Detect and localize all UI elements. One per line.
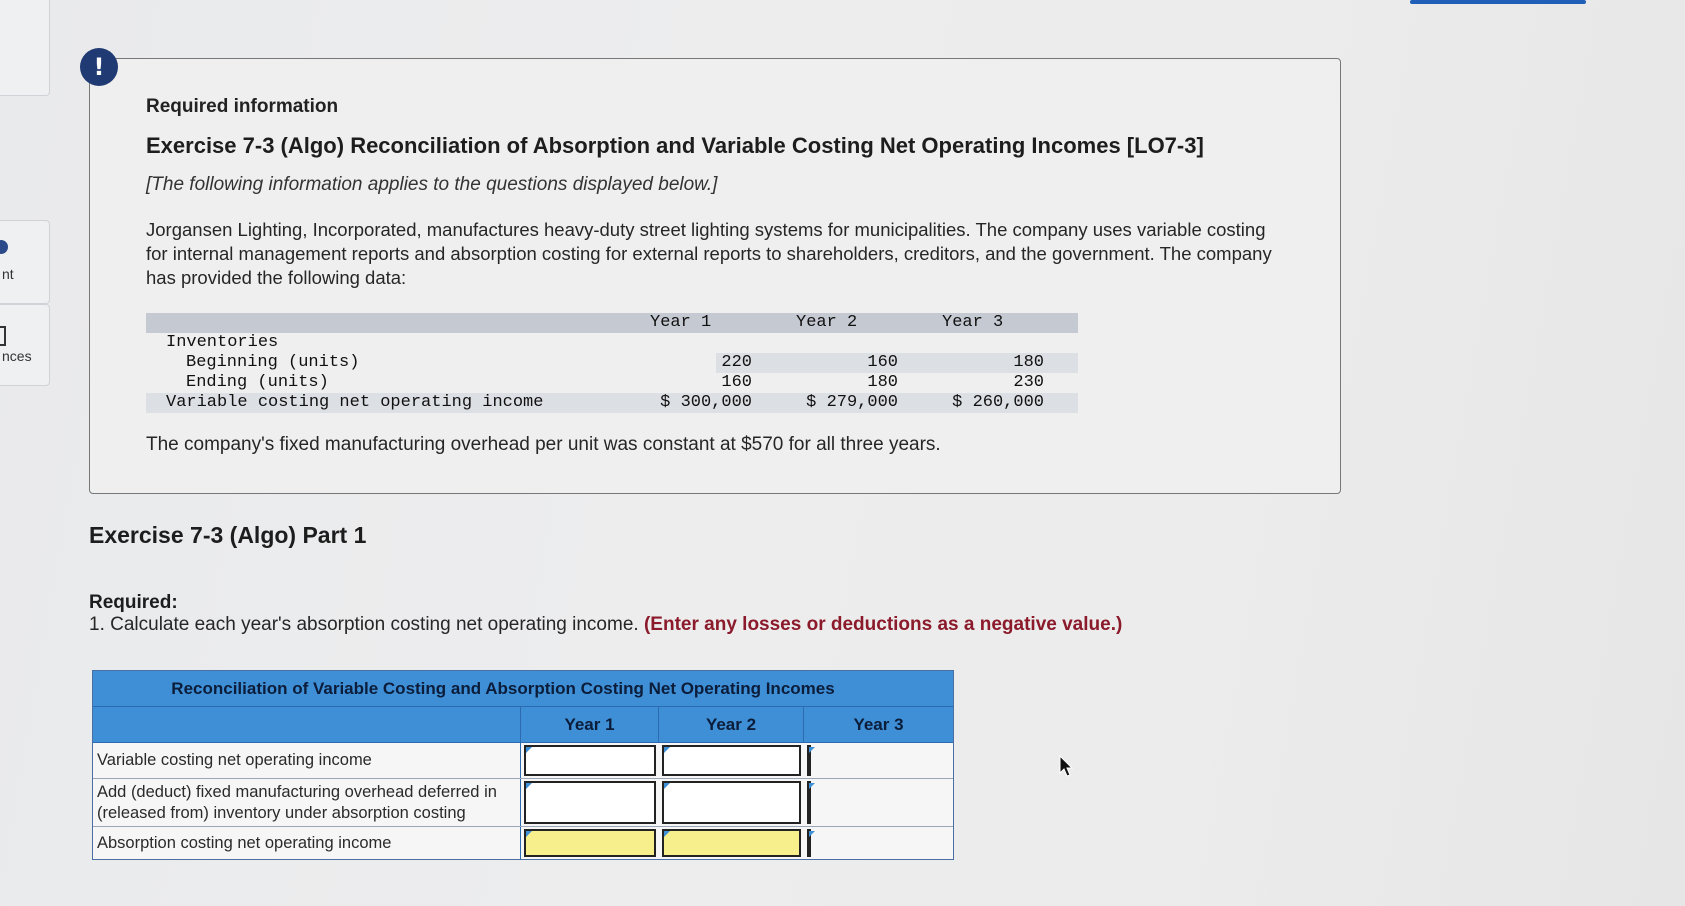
cell-value: $ 279,000 [806,393,898,412]
year-2-overhead-adjustment-input[interactable] [662,781,801,824]
row-label: Add (deduct) fixed manufacturing overhead deferred in (released from) inventory under absorption costing [93,779,521,826]
table-row [93,827,953,859]
column-header: Year 2 [796,313,858,332]
sidebar-card[interactable] [0,304,50,386]
instruction [89,614,1122,636]
table-title-text: Reconciliation of Variable Costing and Absorption Costing Net Operating Incomes [171,678,835,698]
exercise-title: Exercise 7-3 (Algo) Reconciliation of Absorption and Variable Costing Net Operating Incomes [LO7-3] [146,133,1204,158]
row-label: Variable costing net operating income [93,743,521,778]
year-3-absorption-noi-input[interactable] [807,829,811,857]
reconciliation-body [93,743,953,859]
row-label: Beginning (units) [186,353,360,372]
sidebar-card[interactable] [0,0,50,96]
row-label: Variable costing net operating income [166,393,544,412]
data-row [146,373,1078,393]
cell-value: $ 260,000 [952,393,1044,412]
cell-value: 220 [721,353,752,372]
part-title: Exercise 7-3 (Algo) Part 1 [89,522,367,548]
cell-value: 180 [1013,353,1044,372]
applies-note: [The following information applies to the questions displayed below.] [146,174,718,195]
header-blank [93,707,521,742]
required-info-heading: Required information [146,96,339,117]
cell-value: 230 [1013,373,1044,392]
given-data-table [146,313,1078,413]
year-3-overhead-adjustment-input[interactable] [807,781,811,824]
reconciliation-table-title [93,671,953,707]
sidebar-label: nces [2,348,32,364]
column-header-year-1: Year 1 [521,707,659,742]
sidebar-label: nt [2,266,14,282]
cell-value: 160 [867,353,898,372]
year-2-absorption-noi-input[interactable] [662,829,801,857]
alert-icon: ! [80,48,118,86]
year-1-variable-noi-input[interactable] [524,745,656,776]
problem-description: Jorgansen Lighting, Incorporated, manufactures heavy-duty street lighting systems for municipalities. The company uses variable costing for internal management reports and absorption costing for external reports to shareholders, creditors, and the government. The company has provided the following data: [146,219,1272,288]
left-sidebar [0,0,50,906]
sidebar-bracket-icon [0,326,6,346]
reconciliation-table [92,670,954,860]
instruction-text: 1. Calculate each year's absorption costing net operating income. [89,614,639,635]
sidebar-card[interactable] [0,220,50,304]
data-row-section [146,333,1078,353]
column-header-year-3: Year 3 [853,714,904,734]
table-row [93,743,953,779]
data-row [146,393,1078,413]
top-accent-bar [1410,0,1586,4]
column-header: Year 1 [650,313,712,332]
reconciliation-header-row [93,707,953,743]
mouse-cursor-icon [1059,755,1075,779]
fixed-overhead-note: The company's fixed manufacturing overhead per unit was constant at $570 for all three years. [146,434,941,455]
column-header: Year 3 [942,313,1004,332]
row-label: Ending (units) [186,373,329,392]
data-row [146,353,1078,373]
row-label: Absorption costing net operating income [93,827,521,859]
table-row [93,779,953,827]
year-3-variable-noi-input[interactable] [807,745,811,776]
year-2-variable-noi-input[interactable] [662,745,801,776]
cell-value: 160 [721,373,752,392]
row-label: Inventories [166,333,279,352]
year-1-overhead-adjustment-input[interactable] [524,781,656,824]
cell-value: 180 [867,373,898,392]
required-label: Required: [89,592,178,613]
instruction-highlight: (Enter any losses or deductions as a negative value.) [643,614,1123,635]
column-header-year-2: Year 2 [659,707,804,742]
cell-value: $ 300,000 [660,393,752,412]
year-1-absorption-noi-input[interactable] [524,829,656,857]
data-table-header [146,313,1078,333]
